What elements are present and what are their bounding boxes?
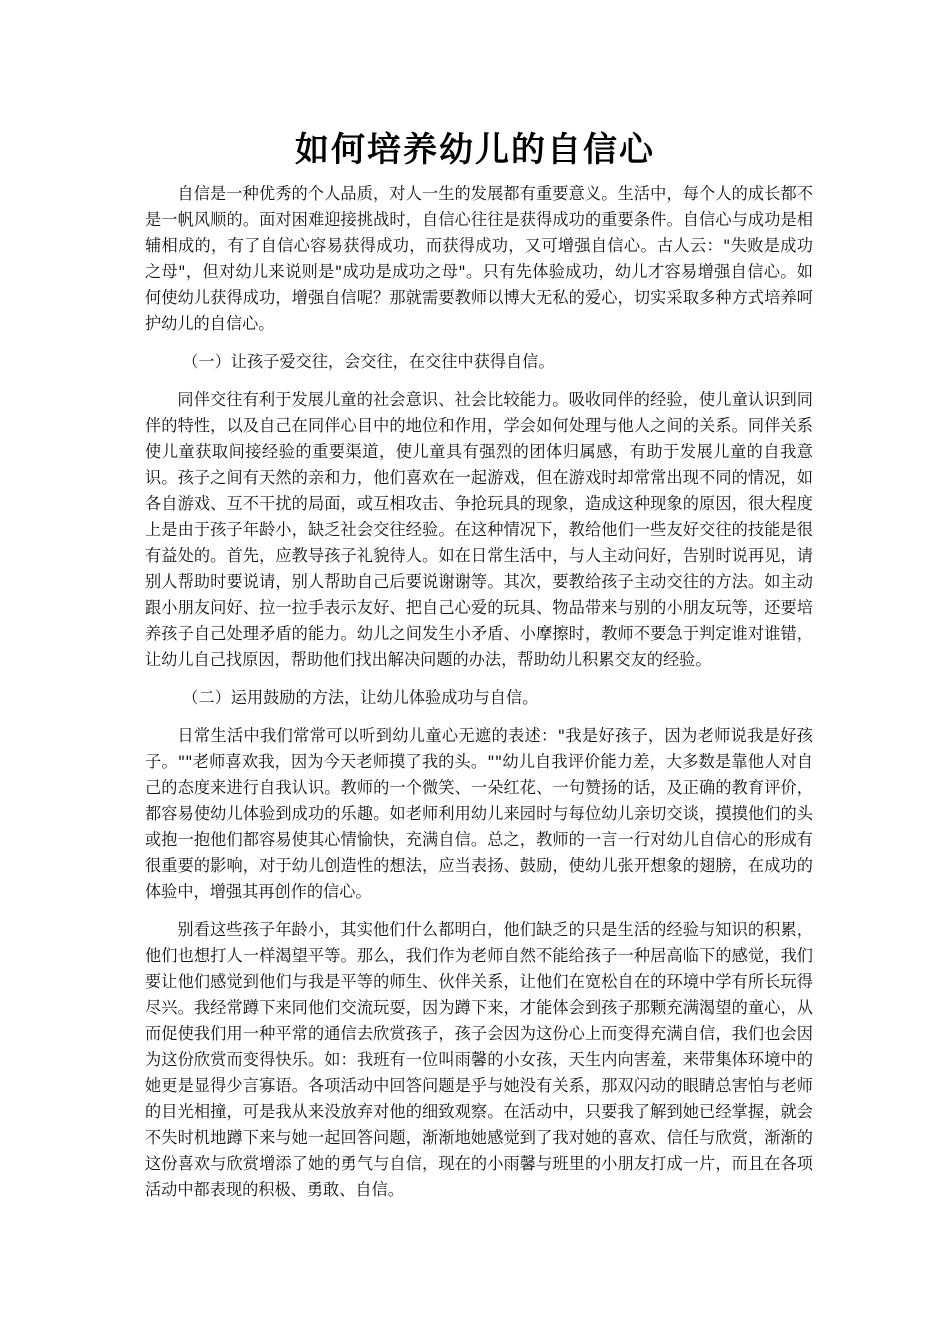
- section-heading-2: （二）运用鼓励的方法，让幼儿体验成功与自信。: [182, 688, 539, 707]
- section-2-paragraph-1: 日常生活中我们常常可以听到幼儿童心无遮的表述："我是好孩子，因为老师说我是好孩子。""老师喜欢我，因为今天老师摸了我的头。""幼儿自我评价能力差，大多数是靠他人对自己的态度来进行自我认识。教师的一个微笑、一朵红花、一句赞扬的话，及正确的教育评价，都容易使幼儿体验到成功的乐趣。如老师利用幼儿来园时与每位幼儿亲切交谈，摸摸他们的头或抱一抱他们都容易使其心情愉快，充满自信。总之，教师的一言一行对幼儿自信心的形成有很重要的影响，对于幼儿创造性的想法，应当表扬、鼓励，使幼儿张开想象的翅膀，在成功的体验中，增强其再创作的信心。: [145, 726, 813, 901]
- section-2-paragraph-2: 别看这些孩子年龄小，其实他们什么都明白，他们缺乏的只是生活的经验与知识的积累，他们也想打人一样渴望平等。那么，我们作为老师自然不能给孩子一种居高临下的感觉，我们要让他们感觉到他们与我是平等的师生、伙伴关系，让他们在宽松自在的环境中学有所长玩得尽兴。我经常蹲下来同他们交流玩耍，因为蹲下来，才能体会到孩子那颗充满渴望的童心，从而促使我们用一种平常的通信去欣赏孩子，孩子会因为这份心上而变得充满自信，我们也会因为这份欣赏而变得快乐。如：我班有一位叫雨馨的小女孩，天生内向害羞，来带集体环境中的她更是显得少言寡语。各项活动中回答问题是乎与她没有关系，那双闪动的眼睛总害怕与老师的目光相撞，可是我从来没放弃对他的细致观察。在活动中，只要我了解到她已经掌握，就会不失时机地蹲下来与她一起回答问题，渐渐地她感觉到了我对她的喜欢、信任与欣赏，渐渐的这份喜欢与欣赏增添了她的勇气与自信，现在的小雨馨与班里的小朋友打成一片，而且在各项活动中都表现的积极、勇敢、自信。: [145, 920, 813, 1199]
- section-1-paragraph: 同伴交往有利于发展儿童的社会意识、社会比较能力。吸收同伴的经验，使儿童认识到同伴的特性，以及自己在同伴心目中的地位和作用，学会如何处理与他人之间的关系。同伴关系使儿童获取间接经验的重要渠道，使儿童具有强烈的团体归属感，有助于发展儿童的自我意识。孩子之间有天然的亲和力，他们喜欢在一起游戏，但在游戏时却常常出现不同的情况，如各自游戏、互不干扰的局面，或互相攻击、争抢玩具的现象，造成这种现象的原因，很大程度上是由于孩子年龄小，缺乏社会交往经验。在这种情况下，教给他们一些友好交往的技能是很有益处的。首先，应教导孩子礼貌待人。如在日常生活中，与人主动问好，告别时说再见，请别人帮助时要说请，别人帮助自己后要说谢谢等。其次，要教给孩子主动交往的方法。如主动跟小朋友问好、拉一拉手表示友好、把自己心爱的玩具、物品带来与别的小朋友玩等，还要培养孩子自己处理矛盾的能力。幼儿之间发生小矛盾、小摩擦时，教师不要急于判定谁对谁错，让幼儿自己找原因，帮助他们找出解决问题的办法，帮助幼儿积累交友的经验。: [145, 390, 813, 669]
- section-heading-1: （一）让孩子爱交往，会交往，在交往中获得自信。: [182, 352, 555, 371]
- document-body: [145, 181, 813, 1215]
- document-title: 如何培养幼儿的自信心: [295, 130, 655, 170]
- intro-paragraph: 自信是一种优秀的个人品质，对人一生的发展都有重要意义。生活中，每个人的成长都不是一帆风顺的。面对困难迎接挑战时，自信心往往是获得成功的重要条件。自信心与成功是相辅相成的，有了自信心容易获得成功，而获得成功，又可增强自信心。古人云："失败是成功之母"，但对幼儿来说则是"成功是成功之母"。只有先体验成功，幼儿才容易增强自信心。如何使幼儿获得成功，增强自信呢？那就需要教师以博大无私的爱心，切实采取多种方式培养呵护幼儿的自信心。: [145, 184, 813, 333]
